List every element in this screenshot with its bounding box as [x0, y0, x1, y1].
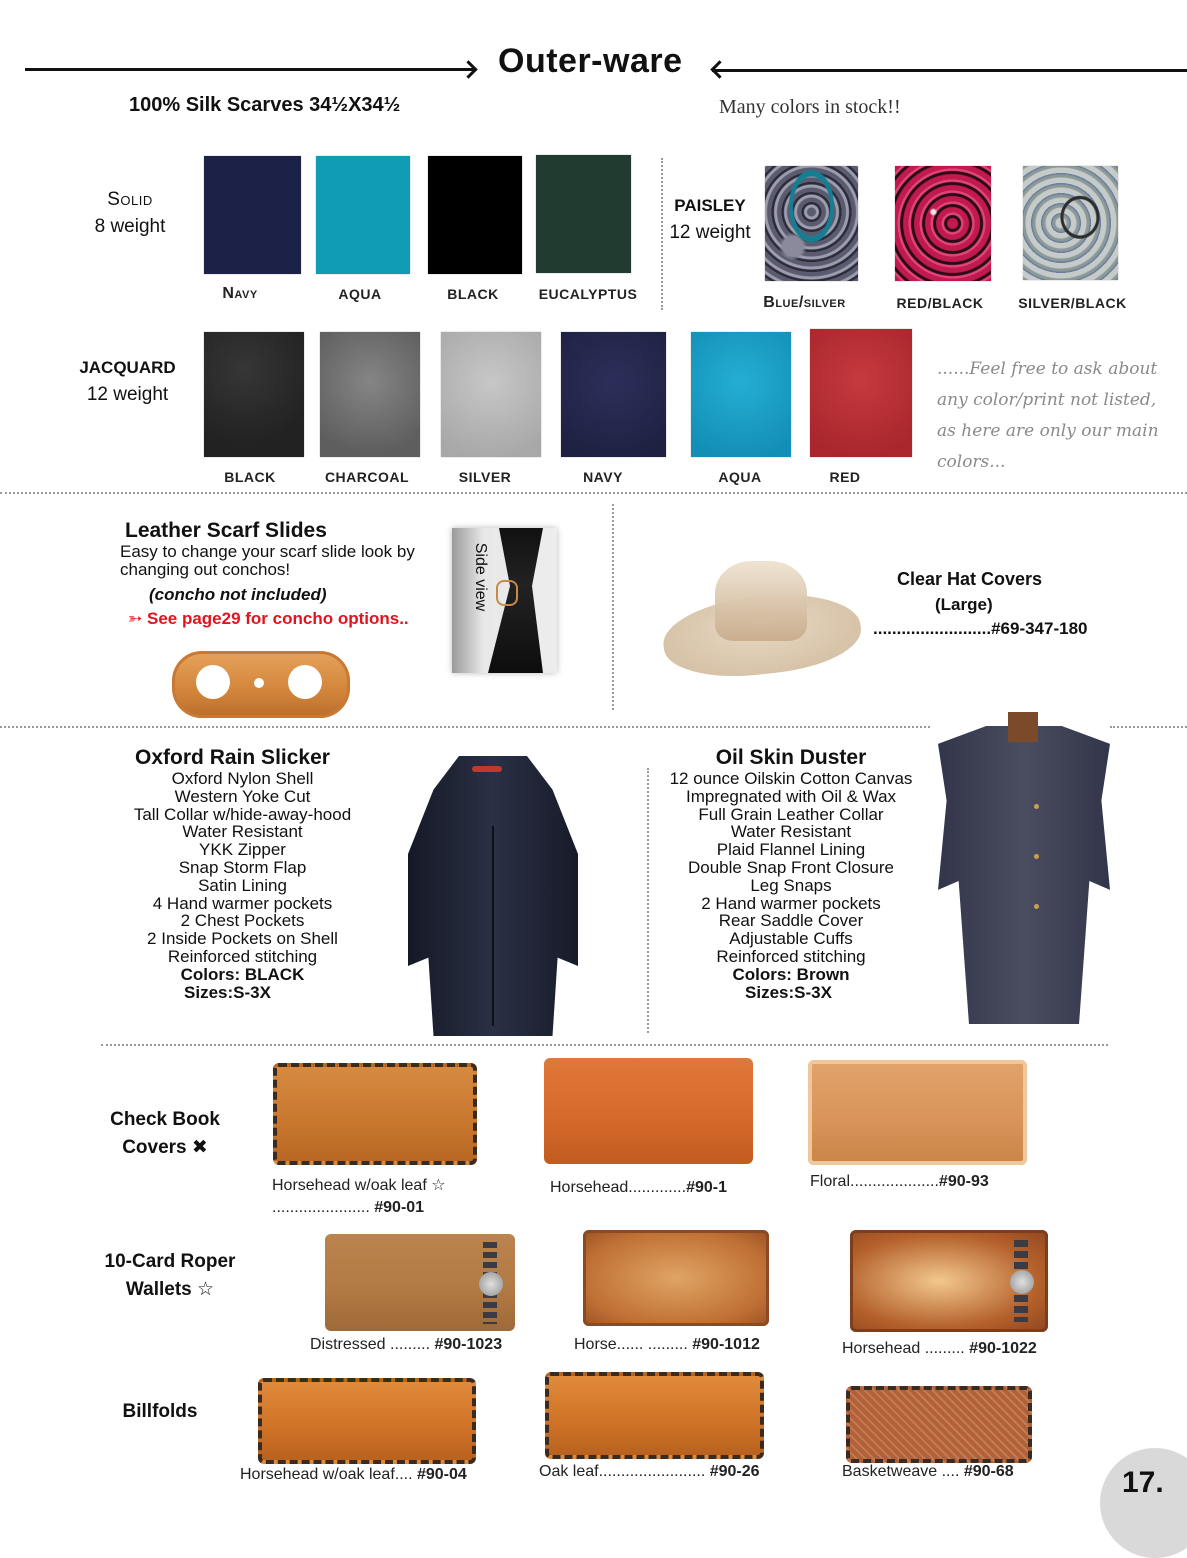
feature: Water Resistant — [730, 822, 852, 842]
hat-covers-title: Clear Hat Covers — [897, 569, 1043, 589]
label-line: Check Book — [110, 1109, 220, 1130]
feature: Leg Snaps — [750, 875, 832, 895]
paisley-weight: 12 weight — [669, 222, 751, 243]
roper-label — [100, 1248, 240, 1304]
swatch-jacquard-charcoal — [320, 332, 420, 457]
side-view-image — [452, 528, 557, 673]
feature: 2 Chest Pockets — [180, 911, 305, 931]
hat-covers-code: .........................#69-347-180 — [873, 619, 1088, 638]
swatch-jacquard-red — [810, 329, 912, 457]
roper-image-distressed — [325, 1234, 515, 1331]
scarf-slide-image — [172, 651, 350, 718]
title-arrow-right-line — [712, 69, 1187, 72]
concho-note: (concho not included) — [149, 585, 327, 604]
duster-info — [660, 746, 922, 1001]
label-line: 10-Card Roper — [104, 1251, 236, 1272]
colors: Colors: BLACK — [180, 964, 305, 984]
swatch-solid-black — [428, 156, 522, 274]
item-caption — [539, 1463, 760, 1481]
section-divider — [0, 726, 930, 728]
swatch-jacquard-aqua — [691, 332, 791, 457]
swatch-solid-navy — [204, 156, 301, 274]
checkbook-image-floral — [808, 1060, 1027, 1165]
label-line: Wallets ☆ — [125, 1279, 215, 1300]
swatch-solid-aqua — [316, 156, 410, 274]
feature: Satin Lining — [198, 875, 287, 895]
billfold-image-oak-leaf — [545, 1372, 764, 1459]
swatch-label: Blue/silver — [763, 294, 846, 311]
item-caption — [842, 1340, 1037, 1358]
section-divider — [0, 492, 1187, 494]
divider-vertical — [647, 768, 649, 1033]
duster-image — [928, 704, 1118, 1024]
section-divider — [101, 1044, 1108, 1046]
title-arrow-left-line — [25, 68, 475, 71]
item-caption — [310, 1336, 502, 1354]
feature: Plaid Flannel Lining — [716, 840, 866, 860]
rain-slicker-image — [368, 746, 614, 1036]
swatch-paisley-red-black — [895, 166, 991, 281]
sizes: Sizes:S-3X — [745, 982, 832, 1002]
checkbook-image-horsehead-oak — [273, 1063, 477, 1165]
feature: Reinforced stitching — [167, 946, 318, 966]
swatch-solid-eucalyptus — [536, 155, 631, 273]
arrow-icon: ➳ — [128, 609, 143, 628]
paisley-name: PAISLEY — [674, 196, 746, 215]
label-line: Covers ✖ — [122, 1137, 208, 1158]
item-code: #90-1012 — [692, 1336, 760, 1353]
note-line: any color/print not listed, — [937, 390, 1157, 410]
arrow-right-icon — [459, 60, 477, 78]
jacquard-name: JACQUARD — [79, 358, 176, 377]
concho-options-link[interactable] — [128, 609, 409, 629]
item-name: Horsehead ......... — [842, 1340, 970, 1357]
page-number-badge — [1100, 1448, 1187, 1558]
feature: Western Yoke Cut — [174, 786, 311, 806]
page-title: Outer-ware — [498, 42, 683, 80]
item-name: Horsehead w/oak leaf.... — [240, 1466, 417, 1483]
colors: Colors: Brown — [732, 964, 850, 984]
item-code: #90-1022 — [969, 1340, 1037, 1357]
swatch-label: NAVY — [583, 469, 623, 485]
billfold-image-basketweave — [846, 1386, 1032, 1463]
feature: Snap Storm Flap — [178, 857, 307, 877]
item-code-line — [272, 1199, 424, 1217]
divider-vertical — [612, 504, 614, 710]
scarf-slides-title: Leather Scarf Slides — [125, 519, 327, 542]
jacquard-label — [75, 354, 180, 408]
item-code: #90-1 — [686, 1179, 727, 1196]
swatch-paisley-silver-black — [1023, 166, 1118, 280]
feature: Oxford Nylon Shell — [171, 769, 314, 788]
solid-label — [80, 186, 180, 240]
swatch-label: SILVER/BLACK — [1018, 295, 1127, 311]
scarves-heading: 100% Silk Scarves 34½X34½ — [129, 94, 401, 116]
duster-features — [660, 770, 922, 1001]
swatch-label: SILVER — [458, 469, 512, 485]
hat-cover-image — [663, 556, 861, 676]
note-line: as here are only our main — [937, 421, 1159, 441]
side-view-label: Side view — [472, 542, 489, 612]
swatch-paisley-blue-silver — [765, 166, 858, 281]
custom-color-note — [937, 354, 1177, 478]
solid-weight: 8 weight — [94, 216, 166, 237]
paisley-label — [665, 192, 755, 246]
swatch-jacquard-silver — [441, 332, 541, 457]
swatch-label: AQUA — [338, 286, 382, 302]
swatch-label: CHARCOAL — [324, 469, 410, 485]
item-code: #90-1023 — [434, 1336, 503, 1353]
scarf-slides-description — [120, 543, 415, 579]
item-name: Basketweave .... — [842, 1463, 964, 1480]
checkbook-image-horsehead — [544, 1058, 753, 1164]
swatch-label: BLACK — [224, 469, 276, 485]
stock-note: Many colors in stock!! — [719, 96, 901, 118]
sizes: Sizes:S-3X — [184, 982, 271, 1002]
swatch-label: EUCALYPTUS — [538, 286, 638, 302]
section-divider — [1110, 726, 1187, 728]
feature: Double Snap Front Closure — [687, 857, 894, 877]
checkbook-label — [105, 1106, 225, 1162]
feature: Reinforced stitching — [716, 946, 866, 966]
item-caption — [574, 1336, 760, 1354]
divider-vertical — [661, 158, 663, 310]
item-caption — [550, 1179, 727, 1197]
item-code: #90-01 — [374, 1199, 425, 1216]
swatch-label: BLACK — [447, 286, 499, 302]
item-code: #90-04 — [416, 1466, 467, 1483]
rain-slicker-title: Oxford Rain Slicker — [135, 746, 330, 769]
swatch-label: RED — [829, 469, 861, 485]
feature: Full Grain Leather Collar — [698, 804, 884, 824]
dots: ...................... — [272, 1199, 375, 1216]
item-caption — [842, 1463, 1014, 1481]
swatch-label: Navy — [222, 285, 258, 302]
rain-slicker-features — [110, 770, 375, 1001]
feature: 2 Hand warmer pockets — [701, 893, 881, 913]
page-number: 17. — [1122, 1466, 1164, 1499]
item-code: #90-93 — [938, 1173, 989, 1190]
item-name: Horsehead w/oak leaf ☆ — [272, 1177, 446, 1194]
desc-line: changing out conchos! — [120, 560, 291, 579]
item-name: Distressed ......... — [310, 1336, 435, 1353]
note-line: colors... — [937, 452, 1006, 472]
duster-title: Oil Skin Duster — [715, 746, 867, 769]
rain-slicker-info — [110, 746, 375, 1001]
billfold-image-horsehead-oak — [258, 1378, 476, 1464]
feature: Water Resistant — [182, 822, 303, 842]
feature: 12 ounce Oilskin Cotton Canvas — [669, 769, 913, 788]
desc-line: Easy to change your scarf slide look by — [120, 542, 415, 561]
billfolds-label: Billfolds — [122, 1401, 198, 1422]
item-name: Floral.................... — [810, 1173, 939, 1190]
roper-image-horse — [583, 1230, 769, 1326]
feature: Rear Saddle Cover — [718, 911, 864, 931]
feature: Tall Collar w/hide-away-hood — [133, 804, 352, 824]
item-caption — [240, 1466, 467, 1484]
feature: 4 Hand warmer pockets — [152, 893, 333, 913]
item-code: #90-26 — [709, 1463, 760, 1480]
note-line: ......Feel free to ask about — [937, 359, 1158, 379]
concho-link-text: See page29 for concho options.. — [146, 609, 409, 628]
item-name: Horsehead............. — [550, 1179, 687, 1196]
item-caption — [810, 1173, 989, 1191]
jacquard-weight: 12 weight — [86, 384, 169, 405]
item-caption — [272, 1175, 446, 1195]
roper-image-horsehead — [850, 1230, 1048, 1332]
hat-covers-size: (Large) — [935, 595, 993, 614]
feature: YKK Zipper — [199, 840, 286, 860]
swatch-label: RED/BLACK — [896, 295, 984, 311]
feature: 2 Inside Pockets on Shell — [147, 929, 338, 949]
swatch-jacquard-black — [204, 332, 304, 457]
item-code: #90-68 — [963, 1463, 1014, 1480]
swatch-label: AQUA — [718, 469, 762, 485]
solid-name: Solid — [107, 189, 153, 210]
swatch-jacquard-navy — [561, 332, 666, 457]
feature: Adjustable Cuffs — [729, 929, 853, 949]
feature: Impregnated with Oil & Wax — [685, 786, 897, 806]
item-name: Horse...... ......... — [574, 1336, 693, 1353]
item-name: Oak leaf........................ — [539, 1463, 710, 1480]
